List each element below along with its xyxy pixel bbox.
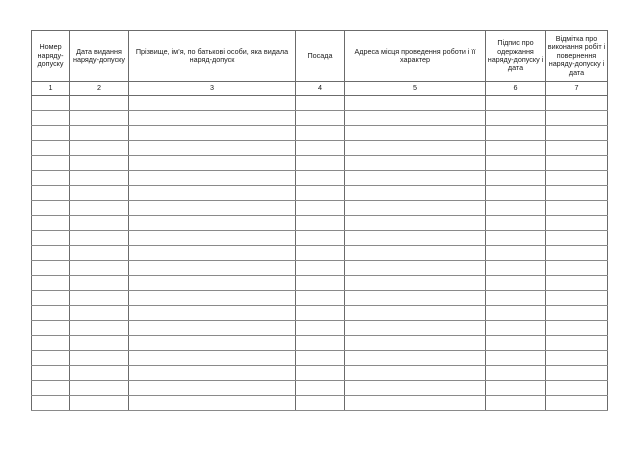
table-cell	[32, 141, 70, 156]
table-cell	[129, 111, 296, 126]
column-header-completion-mark: Відмітка про виконання робіт і повернення наряду-допуску і дата	[546, 31, 608, 82]
table-cell	[129, 291, 296, 306]
table-cell	[129, 141, 296, 156]
table-cell	[486, 111, 546, 126]
table-cell	[345, 216, 486, 231]
table-row	[32, 201, 608, 216]
table-cell	[70, 171, 129, 186]
table-cell	[546, 126, 608, 141]
table-row	[32, 351, 608, 366]
table-cell	[296, 171, 345, 186]
table-row	[32, 111, 608, 126]
table-cell	[129, 96, 296, 111]
table-cell	[32, 396, 70, 411]
table-cell	[345, 321, 486, 336]
table-cell	[296, 306, 345, 321]
table-cell	[546, 246, 608, 261]
table-cell	[129, 156, 296, 171]
table-cell	[32, 171, 70, 186]
table-cell	[486, 141, 546, 156]
table-cell	[129, 126, 296, 141]
table-cell	[546, 366, 608, 381]
column-number: 4	[296, 82, 345, 96]
table-cell	[486, 321, 546, 336]
table-cell	[486, 396, 546, 411]
register-sheet	[31, 30, 607, 411]
table-cell	[70, 96, 129, 111]
table-cell	[345, 96, 486, 111]
table-cell	[70, 306, 129, 321]
table-cell	[32, 336, 70, 351]
table-cell	[70, 336, 129, 351]
table-cell	[345, 261, 486, 276]
work-permit-register-table	[31, 30, 608, 411]
table-cell	[32, 216, 70, 231]
table-cell	[486, 186, 546, 201]
table-cell	[70, 396, 129, 411]
table-cell	[70, 186, 129, 201]
table-cell	[129, 186, 296, 201]
table-cell	[70, 351, 129, 366]
column-number: 3	[129, 82, 296, 96]
table-cell	[345, 186, 486, 201]
table-cell	[296, 186, 345, 201]
table-cell	[345, 141, 486, 156]
table-cell	[345, 201, 486, 216]
table-cell	[546, 321, 608, 336]
column-header-work-address: Адреса місця проведення роботи і її характер	[345, 31, 486, 82]
table-cell	[546, 231, 608, 246]
table-cell	[345, 291, 486, 306]
column-header-position: Посада	[296, 31, 345, 82]
table-cell	[345, 306, 486, 321]
table-cell	[129, 321, 296, 336]
register-body	[32, 96, 608, 411]
table-cell	[345, 171, 486, 186]
table-cell	[129, 216, 296, 231]
table-cell	[296, 141, 345, 156]
column-number: 1	[32, 82, 70, 96]
table-cell	[486, 216, 546, 231]
table-row	[32, 396, 608, 411]
table-cell	[546, 171, 608, 186]
table-cell	[486, 291, 546, 306]
table-cell	[296, 321, 345, 336]
table-cell	[296, 291, 345, 306]
column-number-row	[32, 82, 608, 96]
table-cell	[70, 111, 129, 126]
table-cell	[486, 261, 546, 276]
table-cell	[546, 396, 608, 411]
table-cell	[546, 186, 608, 201]
column-number: 5	[345, 82, 486, 96]
table-cell	[32, 276, 70, 291]
table-cell	[70, 141, 129, 156]
table-cell	[70, 366, 129, 381]
table-cell	[546, 111, 608, 126]
table-cell	[70, 126, 129, 141]
table-cell	[32, 306, 70, 321]
table-cell	[32, 186, 70, 201]
column-header-receipt-signature: Підпис про одержання наряду-допуску і дата	[486, 31, 546, 82]
column-number: 7	[546, 82, 608, 96]
table-cell	[486, 171, 546, 186]
table-cell	[546, 381, 608, 396]
table-row	[32, 276, 608, 291]
table-cell	[70, 246, 129, 261]
table-cell	[546, 141, 608, 156]
table-cell	[32, 126, 70, 141]
table-cell	[70, 201, 129, 216]
table-cell	[296, 276, 345, 291]
table-cell	[296, 216, 345, 231]
table-cell	[546, 96, 608, 111]
header-row	[32, 31, 608, 82]
table-cell	[345, 351, 486, 366]
table-row	[32, 231, 608, 246]
table-cell	[486, 366, 546, 381]
table-cell	[486, 351, 546, 366]
table-cell	[296, 126, 345, 141]
table-row	[32, 216, 608, 231]
table-cell	[32, 291, 70, 306]
table-row	[32, 186, 608, 201]
table-cell	[70, 216, 129, 231]
table-cell	[32, 381, 70, 396]
table-cell	[70, 156, 129, 171]
table-cell	[296, 111, 345, 126]
table-cell	[345, 246, 486, 261]
table-cell	[70, 231, 129, 246]
table-row	[32, 261, 608, 276]
table-cell	[546, 201, 608, 216]
table-cell	[296, 246, 345, 261]
table-cell	[32, 111, 70, 126]
table-cell	[486, 231, 546, 246]
table-cell	[32, 366, 70, 381]
table-cell	[32, 261, 70, 276]
table-cell	[486, 156, 546, 171]
column-header-permit-number: Номер наряду-допуску	[32, 31, 70, 82]
table-row	[32, 141, 608, 156]
table-row	[32, 366, 608, 381]
table-cell	[296, 351, 345, 366]
table-cell	[70, 381, 129, 396]
table-cell	[296, 366, 345, 381]
table-cell	[129, 381, 296, 396]
table-cell	[32, 96, 70, 111]
table-cell	[296, 201, 345, 216]
table-cell	[70, 261, 129, 276]
table-row	[32, 171, 608, 186]
table-cell	[129, 306, 296, 321]
table-cell	[486, 381, 546, 396]
table-cell	[129, 261, 296, 276]
table-cell	[32, 246, 70, 261]
column-header-issue-date: Дата видання наряду-допуску	[70, 31, 129, 82]
table-cell	[345, 156, 486, 171]
table-cell	[345, 126, 486, 141]
table-cell	[129, 351, 296, 366]
table-cell	[70, 321, 129, 336]
table-cell	[129, 231, 296, 246]
table-cell	[32, 201, 70, 216]
table-cell	[296, 156, 345, 171]
table-cell	[546, 216, 608, 231]
table-cell	[32, 231, 70, 246]
table-cell	[296, 231, 345, 246]
table-cell	[486, 201, 546, 216]
table-cell	[345, 111, 486, 126]
table-cell	[345, 396, 486, 411]
table-cell	[32, 351, 70, 366]
table-cell	[546, 156, 608, 171]
table-cell	[486, 96, 546, 111]
table-cell	[546, 306, 608, 321]
table-cell	[486, 126, 546, 141]
table-row	[32, 126, 608, 141]
table-row	[32, 321, 608, 336]
table-row	[32, 96, 608, 111]
table-cell	[129, 336, 296, 351]
column-header-issuer-name: Прізвище, ім’я, по батькові особи, яка видала наряд-допуск	[129, 31, 296, 82]
table-cell	[32, 321, 70, 336]
table-cell	[546, 291, 608, 306]
table-cell	[70, 291, 129, 306]
table-cell	[546, 261, 608, 276]
table-cell	[345, 276, 486, 291]
table-cell	[345, 366, 486, 381]
table-cell	[486, 276, 546, 291]
table-cell	[70, 276, 129, 291]
table-cell	[296, 336, 345, 351]
column-number: 2	[70, 82, 129, 96]
table-cell	[296, 396, 345, 411]
table-cell	[546, 336, 608, 351]
table-cell	[296, 96, 345, 111]
table-cell	[345, 336, 486, 351]
table-row	[32, 246, 608, 261]
table-cell	[129, 201, 296, 216]
table-cell	[296, 381, 345, 396]
table-cell	[296, 261, 345, 276]
table-row	[32, 306, 608, 321]
table-cell	[546, 351, 608, 366]
table-cell	[129, 246, 296, 261]
table-cell	[32, 156, 70, 171]
table-cell	[546, 276, 608, 291]
column-number: 6	[486, 82, 546, 96]
table-row	[32, 291, 608, 306]
table-cell	[345, 381, 486, 396]
table-cell	[486, 306, 546, 321]
table-row	[32, 336, 608, 351]
table-cell	[486, 336, 546, 351]
table-cell	[345, 231, 486, 246]
table-cell	[486, 246, 546, 261]
table-cell	[129, 171, 296, 186]
table-cell	[129, 396, 296, 411]
table-row	[32, 156, 608, 171]
table-row	[32, 381, 608, 396]
table-cell	[129, 276, 296, 291]
table-cell	[129, 366, 296, 381]
